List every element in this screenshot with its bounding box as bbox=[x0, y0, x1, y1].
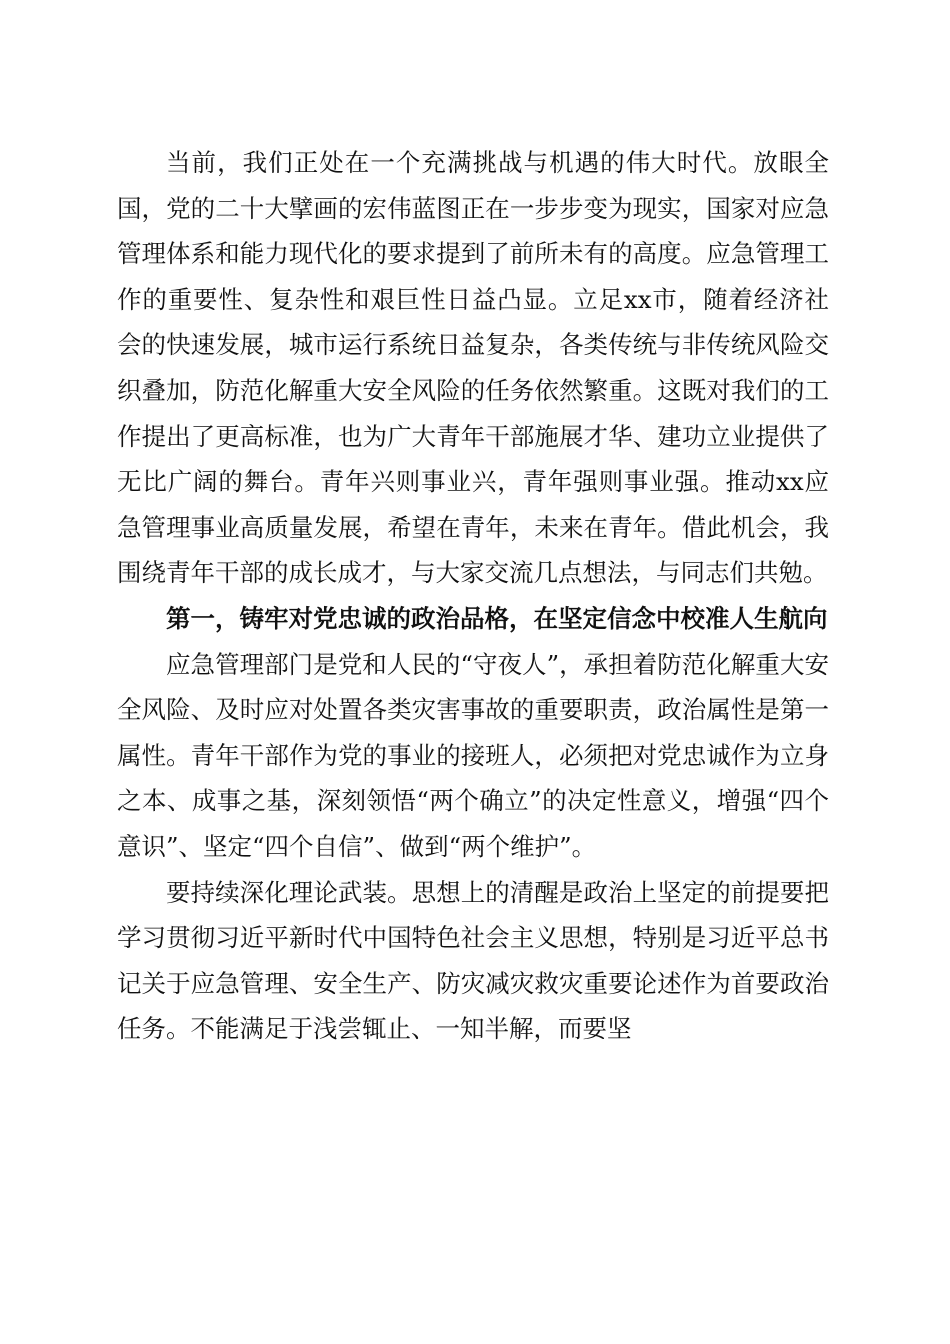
document-body bbox=[117, 140, 829, 1052]
paragraph-theory-study: 要持续深化理论武装。思想上的清醒是政治上坚定的前提要把学习贯彻习近平新时代中国特色社会主义思想，特别是习近平总书记关于应急管理、安全生产、防灾减灾救灾重要论述作为首要政治任务。不能满足于浅尝辄止、一知半解，而要坚 bbox=[117, 877, 829, 1044]
paragraph-political-attribute: 应急管理部门是党和人民的“守夜人”，承担着防范化解重大安全风险、及时应对处置各类灾害事故的重要职责，政治属性是第一属性。青年干部作为党的事业的接班人，必须把对党忠诚作为立身之本、成事之基，深刻领悟“两个确立”的决定性意义，增强“四个意识”、坚定“四个自信”、做到“两个维护”。 bbox=[117, 649, 829, 861]
section-heading-first: 第一，铸牢对党忠诚的政治品格，在坚定信念中校准人生航向 bbox=[166, 603, 828, 633]
paragraph-intro: 当前，我们正处在一个充满挑战与机遇的伟大时代。放眼全国，党的二十大擘画的宏伟蓝图正在一步步变为现实，国家对应急管理体系和能力现代化的要求提到了前所未有的高度。应急管理工作的重要性、复杂性和艰巨性日益凸显。立足xx市，随着经济社会的快速发展，城市运行系统日益复杂，各类传统与非传统风险交织叠加，防范化解重大安全风险的任务依然繁重。这既对我们的工作提出了更高标准，也为广大青年干部施展才华、建功立业提供了无比广阔的舞台。青年兴则事业兴，青年强则事业强。推动xx应急管理事业高质量发展，希望在青年，未来在青年。借此机会，我围绕青年干部的成长成才，与大家交流几点想法，与同志们共勉。 bbox=[117, 148, 829, 588]
